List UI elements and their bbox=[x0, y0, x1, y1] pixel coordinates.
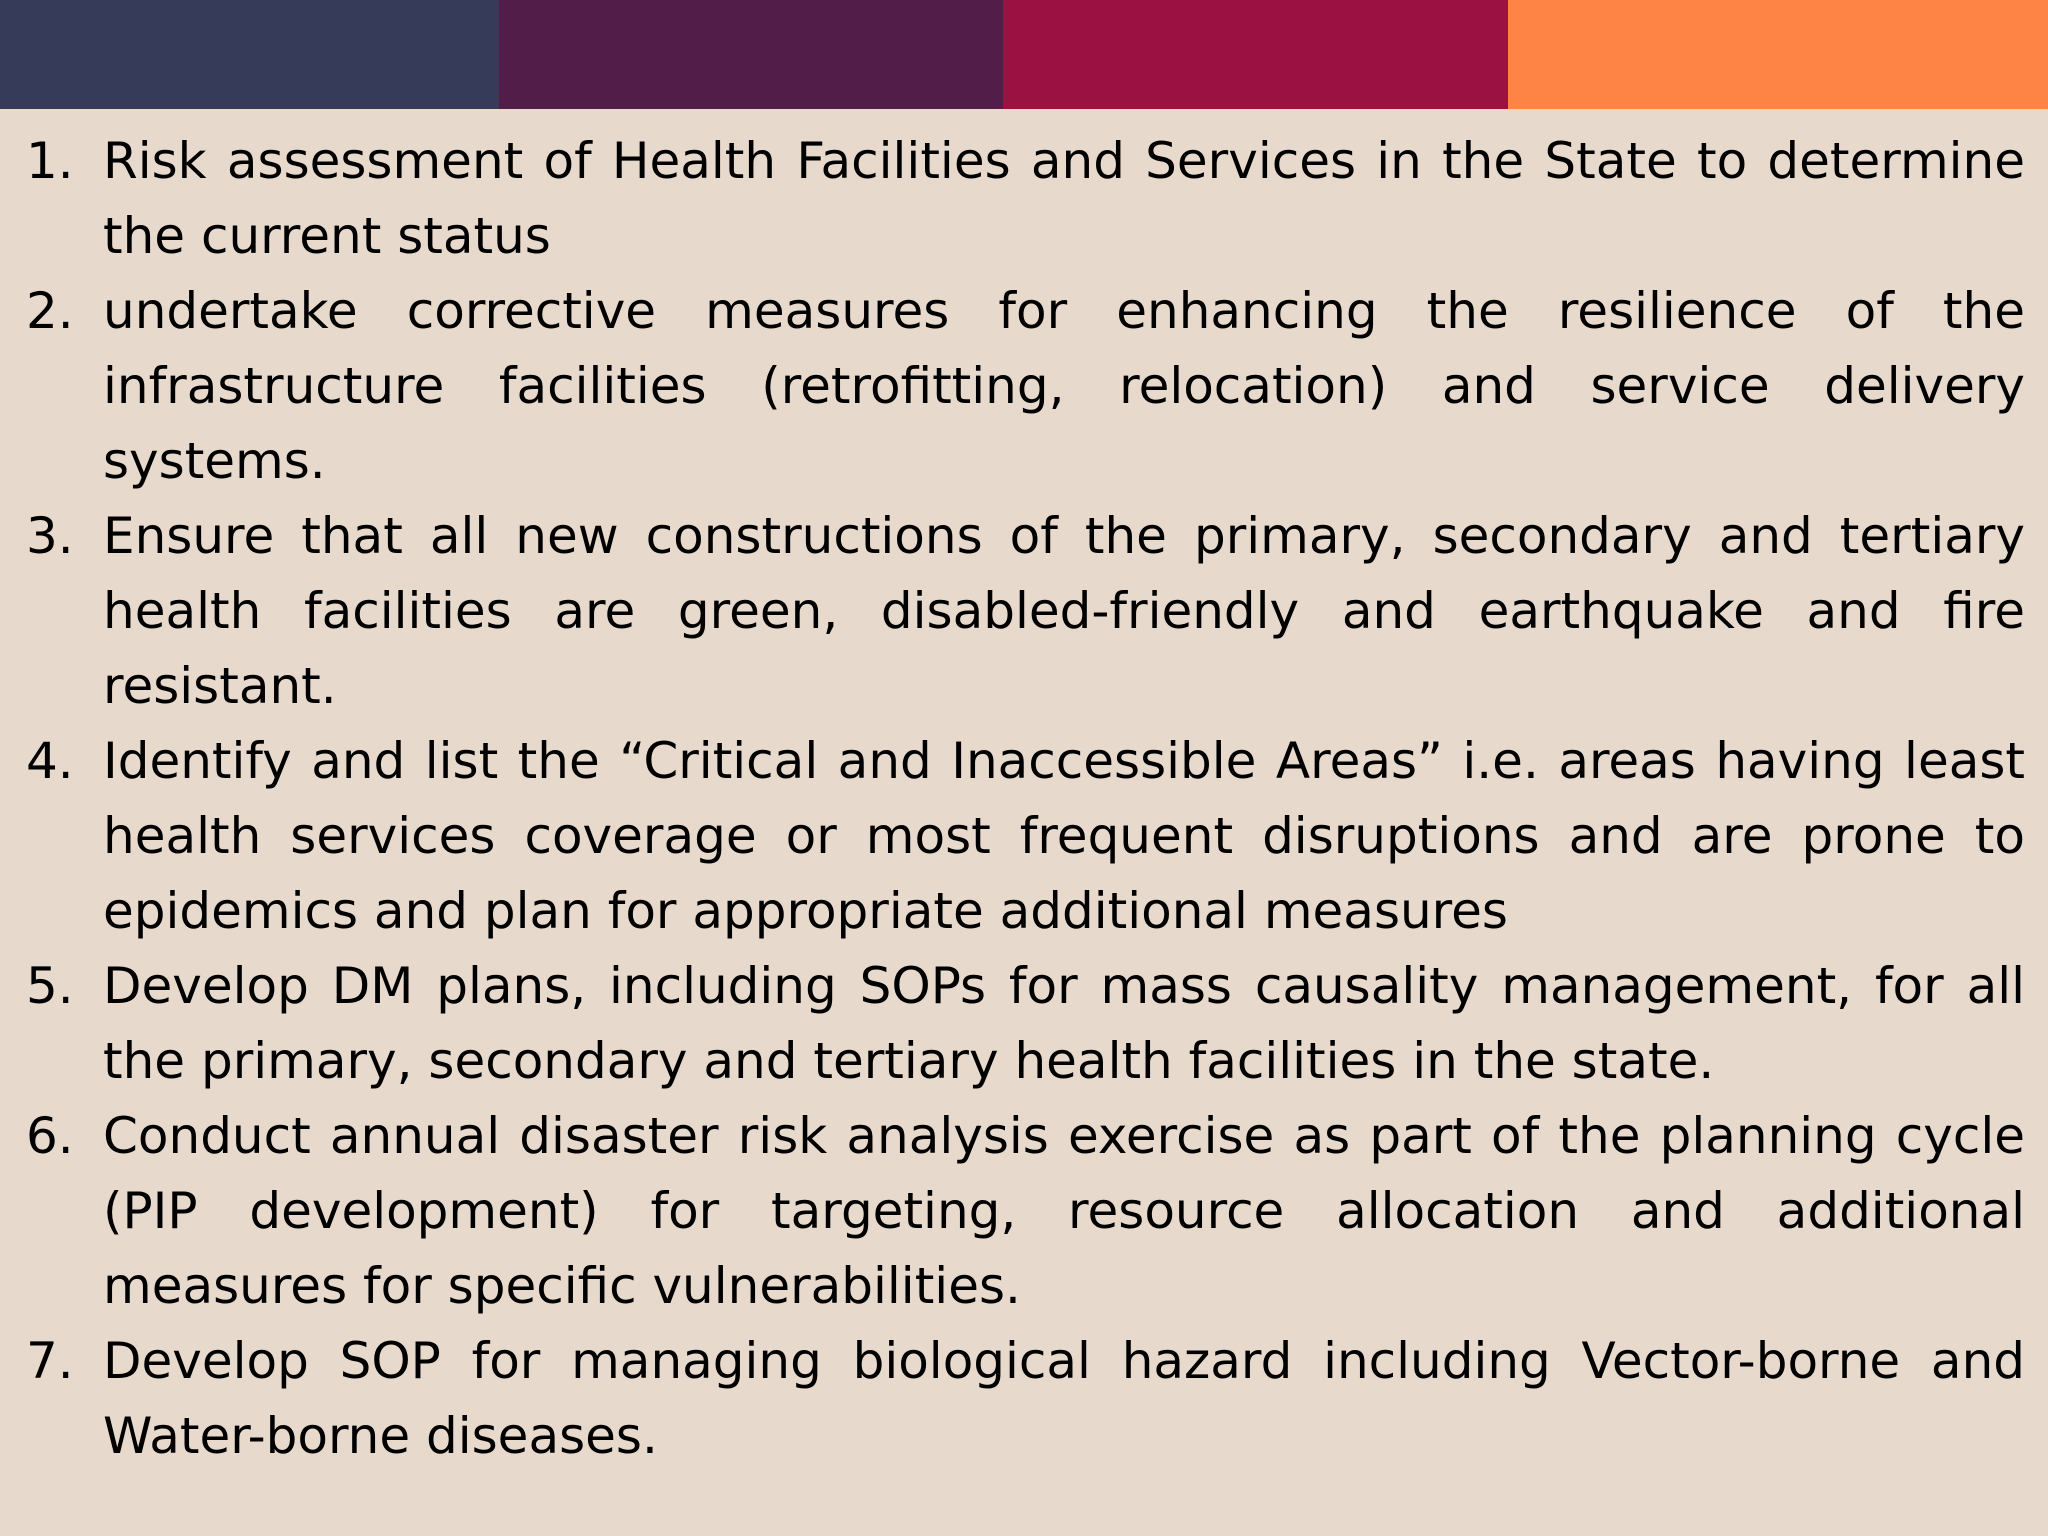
item-text: Identify and list the “Critical and Inaccessible Areas” i.e. areas having least health services coverage or most frequent disruptions and are prone to epidemics and plan for appropriate additional measures bbox=[103, 732, 2025, 940]
item-number: 6. bbox=[26, 1107, 74, 1165]
item-text: undertake corrective measures for enhancing the resilience of the infrastructure facilities (retrofitting, relocation) and service delivery systems. bbox=[103, 282, 2025, 490]
item-number: 1. bbox=[26, 132, 74, 190]
item-text: Develop SOP for managing biological hazard including Vector-borne and Water-borne diseases. bbox=[103, 1332, 2025, 1465]
band-segment-orange bbox=[1508, 0, 2048, 109]
list-item bbox=[26, 274, 2025, 499]
item-text: Ensure that all new constructions of the primary, secondary and tertiary health facilities are green, disabled-friendly and earthquake and fire resistant. bbox=[103, 507, 2025, 715]
item-number: 5. bbox=[26, 957, 74, 1015]
item-text: Conduct annual disaster risk analysis exercise as part of the planning cycle (PIP development) for targeting, resource allocation and additional measures for specific vulnerabilities. bbox=[103, 1107, 2025, 1315]
list-item bbox=[26, 1324, 2025, 1474]
list-item bbox=[26, 724, 2025, 949]
list-item bbox=[26, 124, 2025, 274]
band-segment-crimson bbox=[1003, 0, 1508, 109]
band-segment-plum bbox=[499, 0, 1003, 109]
list-item bbox=[26, 1099, 2025, 1324]
list-item bbox=[26, 949, 2025, 1099]
item-number: 7. bbox=[26, 1332, 74, 1390]
item-number: 4. bbox=[26, 732, 74, 790]
item-text: Risk assessment of Health Facilities and Services in the State to determine the current status bbox=[103, 132, 2025, 265]
band-segment-navy bbox=[0, 0, 499, 109]
header-color-band bbox=[0, 0, 2048, 109]
action-list bbox=[26, 124, 2025, 1474]
item-number: 3. bbox=[26, 507, 74, 565]
item-number: 2. bbox=[26, 282, 74, 340]
item-text: Develop DM plans, including SOPs for mass causality management, for all the primary, secondary and tertiary health facilities in the state. bbox=[103, 957, 2025, 1090]
list-item bbox=[26, 499, 2025, 724]
